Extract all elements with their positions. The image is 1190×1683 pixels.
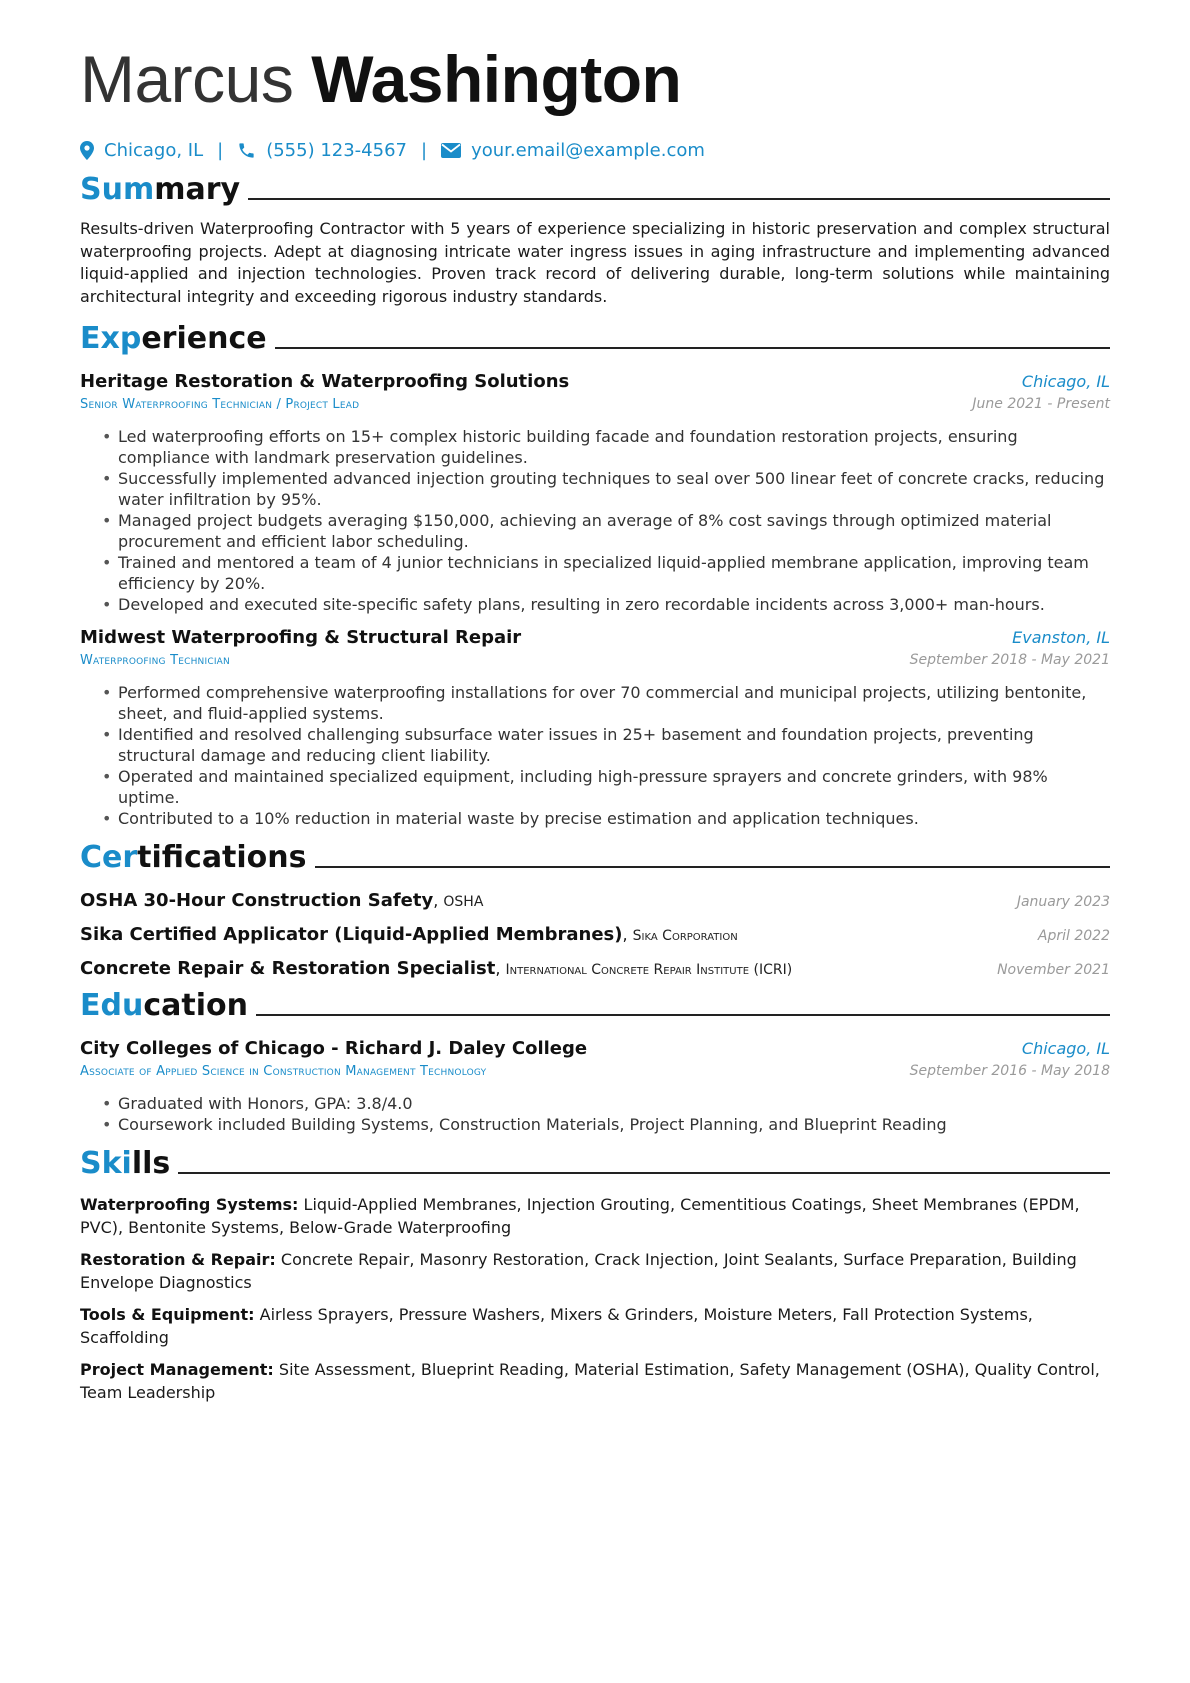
certification-item: Concrete Repair & Restoration Specialist, International Concrete Repair Institute (ICRI) November 2021 xyxy=(80,958,1110,979)
certifications-section-header xyxy=(80,841,1110,874)
email-link: your.email@example.com xyxy=(471,140,705,161)
location-pin-icon xyxy=(80,141,94,160)
list-item: • Developed and executed site-specific safety plans, resulting in zero recordable incidents across 3,000+ man-hours. xyxy=(102,594,1110,615)
list-item: • Identified and resolved challenging subsurface water issues in 25+ basement and foundation projects, preventing structural damage and reducing client liability. xyxy=(102,724,1110,766)
company-name: Heritage Restoration & Waterproofing Solutions xyxy=(80,371,570,392)
certification-issuer: OSHA xyxy=(443,894,484,910)
contact-location xyxy=(80,140,203,161)
company-name: Midwest Waterproofing & Structural Repair xyxy=(80,627,522,648)
experience-section-header xyxy=(80,322,1110,355)
list-item: • Contributed to a 10% reduction in material waste by precise estimation and application techniques. xyxy=(102,808,1110,829)
envelope-icon xyxy=(441,143,461,158)
school-name: City Colleges of Chicago - Richard J. Daley College xyxy=(80,1038,588,1059)
section-title-certifications: Certifications xyxy=(80,840,307,875)
list-item: • Trained and mentored a team of 4 junior technicians in specialized liquid-applied membrane application, improving team efficiency by 20%. xyxy=(102,552,1110,594)
experience-entry xyxy=(80,627,1110,829)
section-title-summary: Summary xyxy=(80,172,241,207)
school-location: Chicago, IL xyxy=(1021,1039,1110,1058)
list-item: • Led waterproofing efforts on 15+ complex historic building facade and foundation restoration projects, ensuring compliance with landmark preservation guidelines. xyxy=(102,426,1110,468)
skill-list: Liquid-Applied Membranes, Injection Grouting, Cementitious Coatings, Sheet Membranes (EPDM, PVC), Bentonite Systems, Below-Grade Waterproofing xyxy=(80,1195,1080,1237)
skill-group xyxy=(80,1194,1110,1239)
skill-category: Tools & Equipment: xyxy=(80,1305,255,1324)
contact-bar xyxy=(80,140,1110,161)
education-section-header xyxy=(80,989,1110,1022)
skill-group xyxy=(80,1249,1110,1294)
section-title-skills: Skills xyxy=(80,1146,171,1181)
skill-list: Airless Sprayers, Pressure Washers, Mixers & Grinders, Moisture Meters, Fall Protection Systems, Scaffolding xyxy=(80,1305,1033,1347)
candidate-name xyxy=(80,42,1110,116)
section-divider xyxy=(315,866,1110,868)
job-dates: June 2021 - Present xyxy=(972,396,1110,412)
education-bullets xyxy=(80,1093,1110,1135)
degree-name: Associate of Applied Science in Construction Management Technology xyxy=(80,1064,487,1079)
section-title-experience: Experience xyxy=(80,321,267,356)
summary-section-header xyxy=(80,173,1110,206)
education-dates: September 2016 - May 2018 xyxy=(909,1063,1110,1079)
certification-issuer: International Concrete Repair Institute (ICRI) xyxy=(505,962,793,978)
skill-group xyxy=(80,1359,1110,1404)
section-divider xyxy=(275,347,1110,349)
job-location: Evanston, IL xyxy=(1012,628,1110,647)
certification-name: OSHA 30-Hour Construction Safety xyxy=(80,890,434,911)
phone-icon xyxy=(237,141,256,160)
first-name: Marcus xyxy=(80,42,294,116)
skill-category: Restoration & Repair: xyxy=(80,1250,276,1269)
list-item: • Performed comprehensive waterproofing installations for over 70 commercial and municipal projects, utilizing bentonite, sheet, and fluid-applied systems. xyxy=(102,682,1110,724)
job-title: Senior Waterproofing Technician / Project Lead xyxy=(80,397,360,412)
phone-text: (555) 123-4567 xyxy=(266,140,407,161)
certification-item: OSHA 30-Hour Construction Safety, OSHA January 2023 xyxy=(80,890,1110,911)
list-item: • Managed project budgets averaging $150,000, achieving an average of 8% cost savings through optimized material procurement and efficient labor scheduling. xyxy=(102,510,1110,552)
contact-separator: | xyxy=(217,140,224,161)
experience-entry xyxy=(80,371,1110,615)
skill-list: Concrete Repair, Masonry Restoration, Crack Injection, Joint Sealants, Surface Preparation, Building Envelope Diagnostics xyxy=(80,1250,1077,1292)
certification-date: January 2023 xyxy=(1016,894,1110,910)
job-bullets xyxy=(80,426,1110,615)
job-dates: September 2018 - May 2021 xyxy=(909,652,1110,668)
list-item: • Coursework included Building Systems, Construction Materials, Project Planning, and Blueprint Reading xyxy=(102,1114,1110,1135)
certification-name: Concrete Repair & Restoration Specialist xyxy=(80,958,496,979)
summary-text: Results-driven Waterproofing Contractor with 5 years of experience specializing in historic preservation and complex structural waterproofing projects. Adept at diagnosing intricate water ingress issues in aging infrastructure and implementing advanced liquid-applied and injection technologies. Proven track record of delivering durable, long-term solutions while maintaining architectural integrity and exceeding rigorous industry standards. xyxy=(80,219,1110,306)
contact-phone[interactable] xyxy=(237,140,407,161)
job-bullets xyxy=(80,682,1110,829)
section-divider xyxy=(256,1014,1110,1016)
list-item: • Successfully implemented advanced injection grouting techniques to seal over 500 linear feet of concrete cracks, reducing water infiltration by 95%. xyxy=(102,468,1110,510)
contact-email[interactable] xyxy=(441,140,705,161)
certification-date: November 2021 xyxy=(997,962,1110,978)
certification-item: Sika Certified Applicator (Liquid-Applied Membranes), Sika Corporation April 2022 xyxy=(80,924,1110,945)
certification-name: Sika Certified Applicator (Liquid-Applied Membranes) xyxy=(80,924,623,945)
certification-issuer: Sika Corporation xyxy=(632,928,738,944)
certification-date: April 2022 xyxy=(1037,928,1110,944)
job-location: Chicago, IL xyxy=(1021,372,1110,391)
education-entry xyxy=(80,1038,1110,1135)
last-name: Washington xyxy=(311,42,682,116)
section-title-education: Education xyxy=(80,988,248,1023)
section-divider xyxy=(248,198,1110,200)
location-text: Chicago, IL xyxy=(104,140,204,161)
section-divider xyxy=(178,1172,1110,1174)
job-title: Waterproofing Technician xyxy=(80,653,230,668)
contact-separator: | xyxy=(421,140,428,161)
list-item: • Operated and maintained specialized equipment, including high-pressure sprayers and concrete grinders, with 98% uptime. xyxy=(102,766,1110,808)
list-item: • Graduated with Honors, GPA: 3.8/4.0 xyxy=(102,1093,1110,1114)
skill-group xyxy=(80,1304,1110,1349)
skill-category: Project Management: xyxy=(80,1360,274,1379)
skill-list: Site Assessment, Blueprint Reading, Material Estimation, Safety Management (OSHA), Quality Control, Team Leadership xyxy=(80,1360,1100,1402)
skill-category: Waterproofing Systems: xyxy=(80,1195,299,1214)
skills-section-header xyxy=(80,1147,1110,1180)
